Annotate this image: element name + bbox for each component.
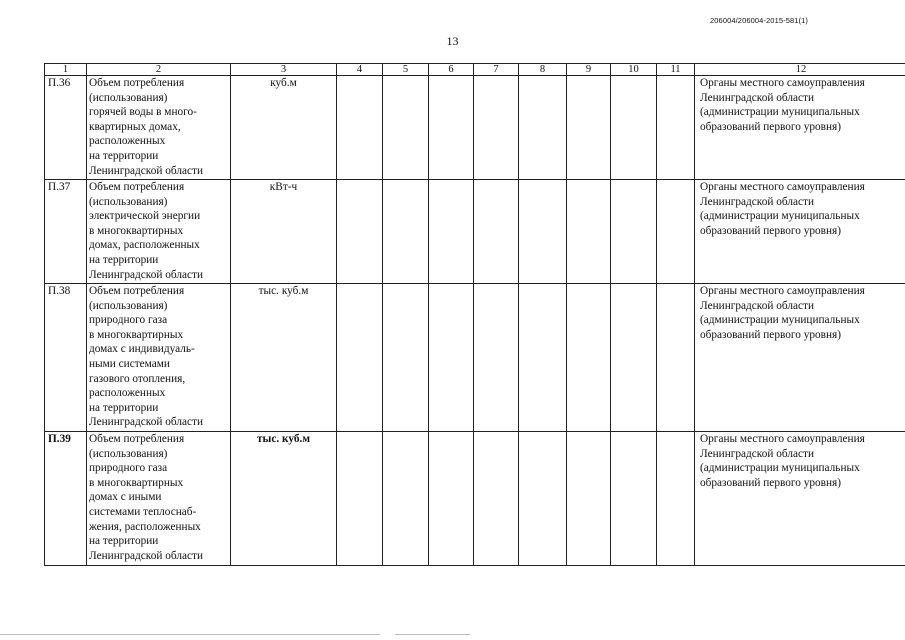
empty-cell xyxy=(474,432,519,566)
table-row xyxy=(45,432,905,566)
empty-cell xyxy=(429,284,474,432)
row-organization: Органы местного самоуправления Ленинградской области (администрации муниципальных образований первого уровня) xyxy=(695,76,905,180)
empty-cell xyxy=(519,432,567,566)
column-header: 5 xyxy=(383,64,429,76)
row-organization: Органы местного самоуправления Ленинградской области (администрации муниципальных образований первого уровня) xyxy=(695,284,905,432)
empty-cell xyxy=(474,180,519,284)
table-row xyxy=(45,180,905,284)
row-description: Объем потребления (использования) электрической энергии в многоквартирных домах, расположенных на территории Ленинградской области xyxy=(87,180,231,284)
row-number: П.36 xyxy=(45,76,87,180)
empty-cell xyxy=(657,76,695,180)
table-row xyxy=(45,76,905,180)
empty-cell xyxy=(519,76,567,180)
column-header: 9 xyxy=(567,64,611,76)
row-number: П.37 xyxy=(45,180,87,284)
empty-cell xyxy=(337,284,383,432)
row-description: Объем потребления (использования) природного газа в многоквартирных домах с иными системами теплоснаб- жения, расположенных на территории Ленинградской области xyxy=(87,432,231,566)
table-header-row xyxy=(45,64,905,76)
column-header: 2 xyxy=(87,64,231,76)
empty-cell xyxy=(657,180,695,284)
empty-cell xyxy=(611,180,657,284)
row-organization: Органы местного самоуправления Ленинградской области (администрации муниципальных образований первого уровня) xyxy=(695,180,905,284)
empty-cell xyxy=(429,180,474,284)
empty-cell xyxy=(611,76,657,180)
empty-cell xyxy=(337,180,383,284)
empty-cell xyxy=(519,284,567,432)
empty-cell xyxy=(519,180,567,284)
column-header: 4 xyxy=(337,64,383,76)
data-table xyxy=(44,63,905,566)
empty-cell xyxy=(383,432,429,566)
empty-cell xyxy=(429,76,474,180)
empty-cell xyxy=(567,76,611,180)
empty-cell xyxy=(383,284,429,432)
scan-edge-line xyxy=(395,634,470,635)
row-number: П.38 xyxy=(45,284,87,432)
empty-cell xyxy=(567,180,611,284)
empty-cell xyxy=(429,432,474,566)
empty-cell xyxy=(337,76,383,180)
row-unit: кВт-ч xyxy=(231,180,337,284)
row-unit: тыс. куб.м xyxy=(231,432,337,566)
empty-cell xyxy=(567,284,611,432)
column-header: 1 xyxy=(45,64,87,76)
row-description: Объем потребления (использования) природного газа в многоквартирных домах с индивидуаль- ными системами газового отопления, расположенных на территории Ленинградской области xyxy=(87,284,231,432)
empty-cell xyxy=(474,76,519,180)
column-header: 3 xyxy=(231,64,337,76)
table-row xyxy=(45,284,905,432)
document-id: 206004/206004-2015-581(1) xyxy=(710,16,808,25)
column-header: 11 xyxy=(657,64,695,76)
scan-edge-line xyxy=(0,634,380,635)
column-header: 6 xyxy=(429,64,474,76)
empty-cell xyxy=(474,284,519,432)
column-header: 7 xyxy=(474,64,519,76)
empty-cell xyxy=(611,432,657,566)
page-number: 13 xyxy=(446,34,459,48)
row-number: П.39 xyxy=(45,432,87,566)
empty-cell xyxy=(337,432,383,566)
row-organization: Органы местного самоуправления Ленинградской области (администрации муниципальных образований первого уровня) xyxy=(695,432,905,566)
row-unit: тыс. куб.м xyxy=(231,284,337,432)
column-header: 12 xyxy=(695,64,905,76)
column-header: 10 xyxy=(611,64,657,76)
empty-cell xyxy=(657,284,695,432)
row-description: Объем потребления (использования) горячей воды в много- квартирных домах, расположенных на территории Ленинградской области xyxy=(87,76,231,180)
empty-cell xyxy=(567,432,611,566)
empty-cell xyxy=(657,432,695,566)
empty-cell xyxy=(611,284,657,432)
empty-cell xyxy=(383,76,429,180)
row-unit: куб.м xyxy=(231,76,337,180)
empty-cell xyxy=(383,180,429,284)
column-header: 8 xyxy=(519,64,567,76)
